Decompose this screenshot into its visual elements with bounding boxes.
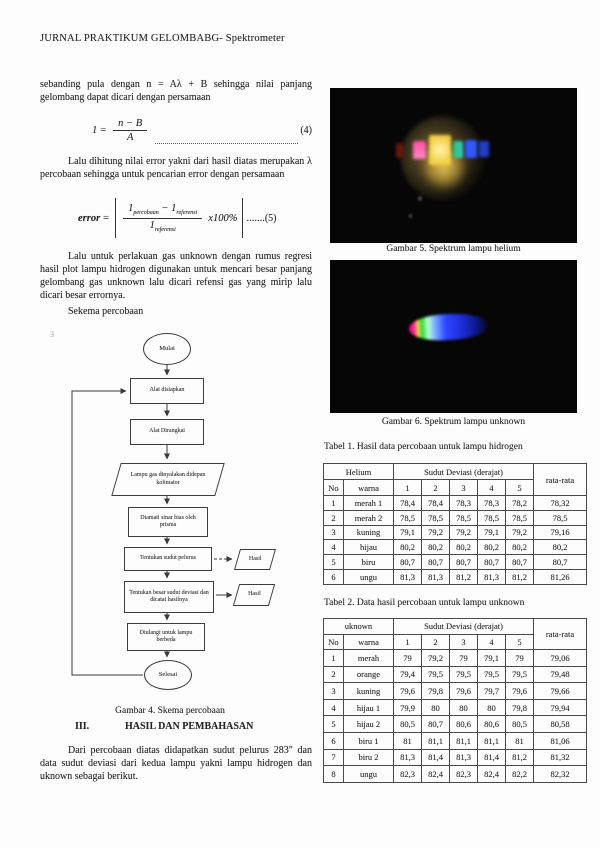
table-cell: 78,2 (506, 496, 534, 511)
flowchart-output-hasil-1: Hasil (234, 549, 276, 570)
table-cell: 81,26 (534, 569, 587, 584)
table-row (324, 716, 587, 733)
table-row (324, 540, 587, 555)
flowchart-step-prepare: Alat disiapkan (130, 378, 204, 404)
table-row (324, 666, 587, 683)
group-header-lamp: uknown (324, 619, 394, 635)
table-cell: 80,2 (478, 540, 506, 555)
table-row (324, 699, 587, 716)
page-title: JURNAL PRAKTIKUM GELOMBABG- Spektrometer (40, 33, 285, 44)
table-cell: 79,5 (422, 666, 450, 683)
table-cell: 1 (324, 496, 344, 511)
table-cell: 79,6 (450, 683, 478, 700)
equation-5-lhs: error (78, 212, 101, 224)
table-cell: 80,6 (450, 716, 478, 733)
table-row (324, 510, 587, 525)
group-header-rata: rata-rata (534, 464, 587, 496)
table-cell: 79,2 (422, 525, 450, 540)
flowchart-step-observe: Diamati sinar bias oleh prisma (128, 507, 208, 537)
table-cell: biru 1 (344, 732, 394, 749)
table-cell: ungu (344, 569, 394, 584)
table-cell: hijau 1 (344, 699, 394, 716)
table-row (324, 555, 587, 570)
table-cell: 79,06 (534, 650, 587, 667)
table-cell: 79,2 (422, 650, 450, 667)
table-cell: 80,7 (422, 555, 450, 570)
table-cell: hijau (344, 540, 394, 555)
table-cell: 80,7 (534, 555, 587, 570)
table-cell: 79,5 (450, 666, 478, 683)
flowchart-step-straight-angle: Tentukan sudut pelurus (124, 547, 212, 571)
table-cell: 82,3 (394, 766, 422, 783)
table-cell: 80,2 (394, 540, 422, 555)
equation-5-numerator: $1_{percobaan} - 1_{referensi}$ (123, 203, 202, 218)
table-cell: 3 (324, 525, 344, 540)
table-cell: 82,4 (422, 766, 450, 783)
table-cell: 78,3 (478, 496, 506, 511)
helium-spectrum-photo (330, 88, 577, 243)
col-header: No (324, 480, 344, 496)
table-cell: 81,3 (394, 569, 422, 584)
reflection-speck-2 (409, 214, 412, 218)
table-cell: 81,2 (450, 569, 478, 584)
table-cell: 78,5 (478, 510, 506, 525)
table-cell: 79,94 (534, 699, 587, 716)
col-header: 5 (506, 634, 534, 650)
table-row (324, 766, 587, 783)
table-cell: 80,7 (394, 555, 422, 570)
table-cell: 80,5 (394, 716, 422, 733)
table-row (324, 569, 587, 584)
equation-4 (40, 113, 312, 147)
table-cell: 78,5 (506, 510, 534, 525)
equation-5-equals: = (103, 212, 110, 224)
table-cell: 80,7 (450, 555, 478, 570)
table-cell: 79 (506, 650, 534, 667)
table-cell: 80,7 (478, 555, 506, 570)
table-cell: 78,4 (394, 496, 422, 511)
yellow-spectral-line (429, 135, 451, 165)
table-cell: 81,1 (478, 732, 506, 749)
equation-4-lhs: 1 (92, 124, 98, 136)
table-group-header-row (324, 619, 587, 635)
unknown-spectrum-photo (330, 260, 577, 413)
stray-mark: 3 (50, 330, 54, 339)
col-header: 2 (422, 634, 450, 650)
blue-spectral-line-2 (479, 141, 489, 157)
equation-5-factor: x100% (208, 212, 238, 224)
dot-leader (155, 142, 298, 144)
table-cell: 81,2 (506, 749, 534, 766)
table-cell: 80,2 (422, 540, 450, 555)
table-cell: 79,6 (506, 683, 534, 700)
table-unknown (323, 618, 587, 783)
table-cell: 3 (324, 683, 344, 700)
col-header: warna (344, 480, 394, 496)
table-cell: 81,3 (394, 749, 422, 766)
equation-5-dots: ....... (246, 212, 265, 224)
flowchart-step-repeat: Diulangi untuk lampu berbeda (127, 623, 205, 651)
table-1-caption: Tabel 1. Hasil data percobaan untuk lampu hidrogen (324, 442, 523, 452)
table-cell: 78,5 (422, 510, 450, 525)
table-cell: 79,1 (478, 525, 506, 540)
abs-bar-left (115, 198, 116, 238)
table-cell: biru (344, 555, 394, 570)
paragraph-results: Dari percobaan diatas didapatkan sudut pelurus 283" dan data sudut deviasi dari kedua lampu yakni lampu hidrogen dan uknown sebagai berikut. (40, 745, 312, 782)
abs-bar-right (242, 198, 243, 238)
table-cell: 81,3 (478, 569, 506, 584)
table-2-caption: Tabel 2. Data hasil percobaan untuk lampu unknown (324, 598, 525, 608)
col-header: 4 (478, 480, 506, 496)
reflection-speck-1 (418, 196, 422, 201)
table-cell: 82,32 (534, 766, 587, 783)
paragraph-wavelength: sebanding pula dengan n = Aλ + B sehingga nilai panjang gelombang dapat dicari dengan persamaan (40, 79, 312, 103)
table-cell: 80,2 (534, 540, 587, 555)
equation-5-number: (5) (264, 212, 277, 224)
col-header: 2 (422, 480, 450, 496)
table-cell: 78,5 (534, 510, 587, 525)
col-header: 3 (450, 634, 478, 650)
col-header: 5 (506, 480, 534, 496)
table-cell: 80 (422, 699, 450, 716)
table-cell: 79,48 (534, 666, 587, 683)
table-cell: 78,5 (450, 510, 478, 525)
group-header-rata: rata-rata (534, 619, 587, 650)
figure-4-caption: Gambar 4. Skema percobaan (115, 706, 225, 716)
table-cell: 79,6 (394, 683, 422, 700)
table-cell: 81,32 (534, 749, 587, 766)
table-cell: 79,1 (394, 525, 422, 540)
paragraph-unknown-gas: Lalu untuk perlakuan gas unknown dengan rumus regresi hasil plot lampu hidrogen digunakan untuk mencari besar panjang gelombang gas unknown lalu dicari refensi gas yang mirip lalu dicari besar errornya. (40, 251, 312, 301)
table-cell: merah (344, 650, 394, 667)
equation-5-denominator: $1_{referensi}$ (149, 219, 176, 233)
table-cell: 79,2 (450, 525, 478, 540)
table-cell: 78,32 (534, 496, 587, 511)
flowchart-step-deviation: Tentukan besar sudut deviasi dan dicatat hasilnya (124, 581, 214, 613)
table-cell: 82,2 (506, 766, 534, 783)
section-heading (75, 721, 253, 732)
table-cell: hijau 2 (344, 716, 394, 733)
col-header: No (324, 634, 344, 650)
green-spectral-line (453, 141, 463, 158)
table-row (324, 650, 587, 667)
equation-4-numerator: n − B (113, 118, 147, 131)
table-cell: 80,2 (450, 540, 478, 555)
blue-spectral-line-1 (465, 140, 477, 158)
flowchart-io-lamp: Lampu gas dinyalakan didepan kolimator (111, 463, 224, 496)
pink-spectral-line (413, 141, 426, 159)
table-row (324, 749, 587, 766)
group-header-deviasi: Sudut Deviasi (derajat) (394, 464, 534, 480)
table-cell: biru 2 (344, 749, 394, 766)
table-cell: 80,7 (506, 555, 534, 570)
table-cell: 80,7 (422, 716, 450, 733)
table-row (324, 683, 587, 700)
equation-5-fraction (123, 203, 202, 232)
table-cell: 5 (324, 716, 344, 733)
table-cell: 6 (324, 732, 344, 749)
figure-5-caption: Gambar 5. Spektrum lampu helium (386, 244, 521, 254)
table-cell: 5 (324, 555, 344, 570)
table-cell: 8 (324, 766, 344, 783)
table-row (324, 525, 587, 540)
table-cell: 79,8 (506, 699, 534, 716)
table-cell: 81 (394, 732, 422, 749)
table-cell: 79,66 (534, 683, 587, 700)
figure-6-caption: Gambar 6. Spektrum lampu unknown (381, 417, 526, 427)
table-cell: 78,5 (394, 510, 422, 525)
table-cell: 79 (394, 650, 422, 667)
table-hidrogen (323, 463, 587, 585)
col-header: 1 (394, 480, 422, 496)
table-cell: 79,5 (478, 666, 506, 683)
equation-4-fraction (113, 118, 147, 143)
flowchart-step-assemble: Alat Dirangkai (130, 419, 204, 445)
table-cell: orange (344, 666, 394, 683)
table-cell: merah 2 (344, 510, 394, 525)
table-cell: 81,1 (450, 732, 478, 749)
group-header-deviasi: Sudut Deviasi (derajat) (394, 619, 534, 635)
table-cell: 81,3 (422, 569, 450, 584)
paragraph-error: Lalu dihitung nilai error yakni dari hasil diatas merupakan λ percobaan sehingga untuk pencarian error dengan persamaan (40, 156, 312, 180)
table-cell: 80 (478, 699, 506, 716)
flowchart-end: Selesai (144, 660, 192, 690)
equation-4-equals: = (100, 124, 107, 136)
table-cell: 2 (324, 510, 344, 525)
table-cell: 79,8 (422, 683, 450, 700)
table-group-header-row (324, 464, 587, 480)
col-header: 1 (394, 634, 422, 650)
group-header-lamp: Helium (324, 464, 394, 480)
table-cell: 79,5 (506, 666, 534, 683)
table-cell: ungu (344, 766, 394, 783)
table-cell: 7 (324, 749, 344, 766)
equation-5 (40, 198, 312, 238)
table-cell: 78,4 (422, 496, 450, 511)
table-cell: 80,6 (478, 716, 506, 733)
rainbow-spectrum-band (408, 312, 489, 342)
table-cell: 81,1 (422, 732, 450, 749)
col-header: warna (344, 634, 394, 650)
table-cell: 6 (324, 569, 344, 584)
table-cell: 2 (324, 666, 344, 683)
section-title: HASIL DAN PEMBAHASAN (125, 721, 254, 732)
table-cell: kuning (344, 683, 394, 700)
table-cell: 4 (324, 699, 344, 716)
table-cell: 81 (506, 732, 534, 749)
equation-4-denominator: A (126, 131, 134, 143)
table-cell: 80,2 (506, 540, 534, 555)
table-cell: 82,4 (478, 766, 506, 783)
table-cell: 79,4 (394, 666, 422, 683)
table-cell: 80,58 (534, 716, 587, 733)
table-cell: 81,2 (506, 569, 534, 584)
table-cell: 80 (450, 699, 478, 716)
table-cell: 79,1 (478, 650, 506, 667)
equation-5-body (112, 198, 246, 238)
table-cell: 4 (324, 540, 344, 555)
table-cell: 79 (450, 650, 478, 667)
section-number: III. (75, 721, 90, 732)
table-row (324, 496, 587, 511)
table-cell: merah 1 (344, 496, 394, 511)
col-header: 3 (450, 480, 478, 496)
equation-4-number: (4) (300, 124, 312, 136)
flowchart-output-hasil-2: Hasil (233, 584, 275, 606)
table-cell: 79,2 (506, 525, 534, 540)
table-cell: 80,5 (506, 716, 534, 733)
red-spectral-line (396, 143, 403, 158)
table-cell: 79,7 (478, 683, 506, 700)
col-header: 4 (478, 634, 506, 650)
table-cell: 81,4 (478, 749, 506, 766)
table-cell: 82,3 (450, 766, 478, 783)
schema-heading: Sekema percobaan (68, 306, 144, 317)
table-cell: 81,4 (422, 749, 450, 766)
table-cell: 81,3 (450, 749, 478, 766)
table-cell: 79,16 (534, 525, 587, 540)
table-cell: 79,9 (394, 699, 422, 716)
table-cell: kuning (344, 525, 394, 540)
flowchart-start: Mulai (143, 333, 191, 365)
table-cell: 1 (324, 650, 344, 667)
table-cell: 81,06 (534, 732, 587, 749)
table-cell: 78,3 (450, 496, 478, 511)
table-row (324, 732, 587, 749)
